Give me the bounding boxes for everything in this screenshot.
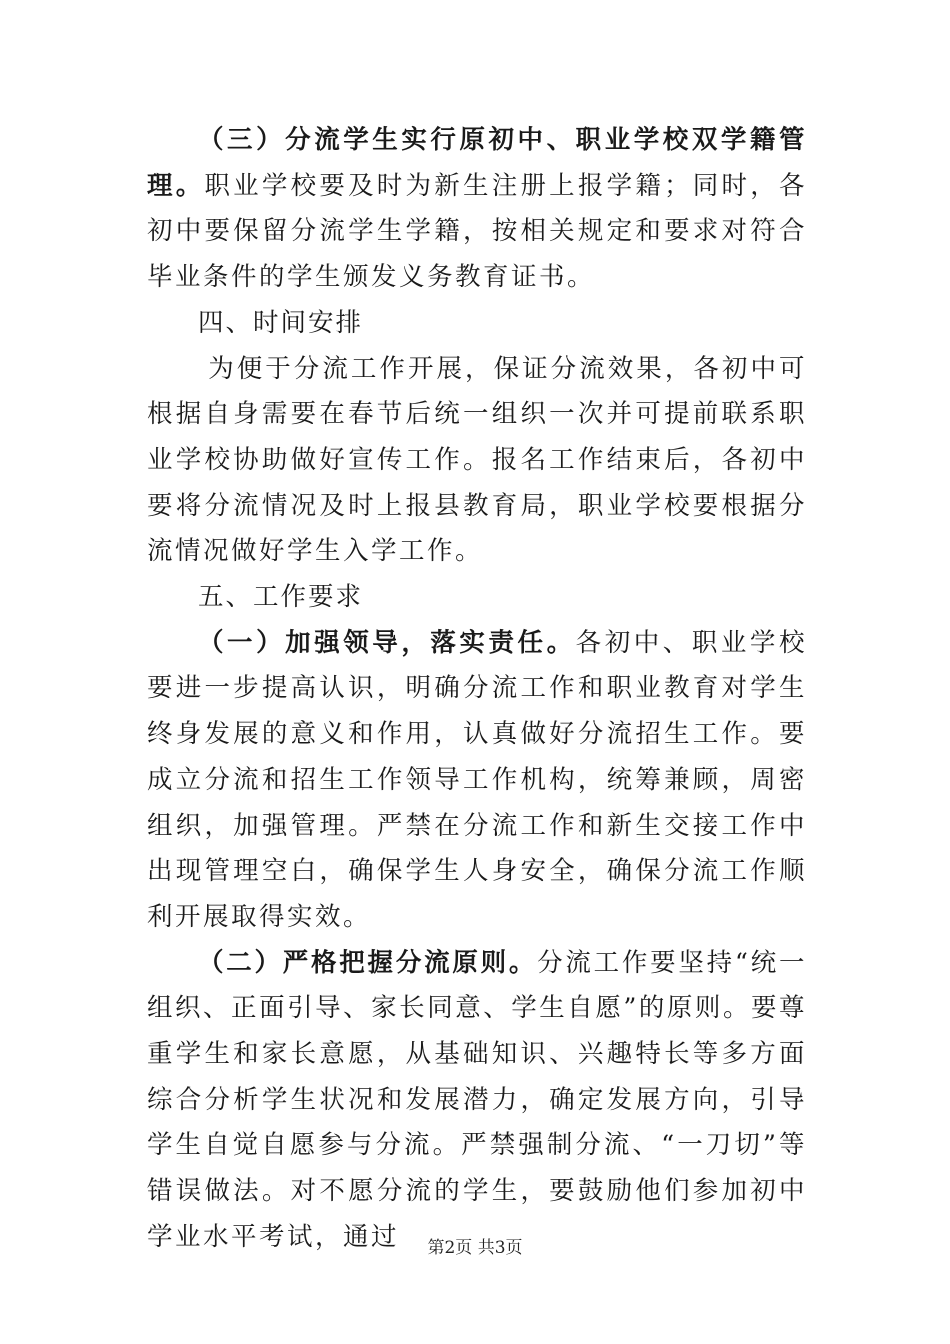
section-heading-schedule: 四、时间安排 [198,307,364,338]
page-number-footer: 第2页 共3页 [427,1238,523,1258]
document-body [147,118,807,1261]
paragraph-student-registration [147,118,807,301]
paragraph-lead: （二）严格把握分流原则。 [198,947,538,978]
paragraph-lead: （三）分流学生实行原初中、职业学校双学籍管理。 [147,125,807,201]
paragraph-text: 为便于分流工作开展，保证分流效果，各初中可根据自身需要在春节后统一组织一次并可提前联系职业学校协助做好宣传工作。报名工作结束后，各初中要将分流情况及时上报县教育局，职业学校要根据分流情况做好学生入学工作。 [147,353,807,567]
paragraph-text: 分流工作要坚持“统一组织、正面引导、家长同意、学生自愿”的原则。要尊重学生和家长意愿，从基础知识、兴趣特长等多方面综合分析学生状况和发展潜力，确定发展方向，引导学生自觉自愿参与分流。严禁强制分流、“一刀切”等错误做法。对不愿分流的学生，要鼓励他们参加初中学业水平考试，通过 [147,947,807,1252]
paragraph-schedule [147,347,807,576]
paragraph-text: 各初中、职业学校要进一步提高认识，明确分流工作和职业教育对学生终身发展的意义和作用，认真做好分流招生工作。要成立分流和招生工作领导工作机构，统筹兼顾，周密组织，加强管理。严禁在分流工作和新生交接工作中出现管理空白，确保学生人身安全，确保分流工作顺利开展取得实效。 [147,627,807,932]
paragraph-lead: （一）加强领导，落实责任。 [198,627,576,658]
section-heading-requirements: 五、工作要求 [198,582,364,613]
paragraph-principles [147,941,807,1261]
paragraph-leadership [147,621,807,941]
paragraph-text: 职业学校要及时为新生注册上报学籍；同时，各初中要保留分流学生学籍，按相关规定和要求对符合毕业条件的学生颁发义务教育证书。 [147,170,807,293]
